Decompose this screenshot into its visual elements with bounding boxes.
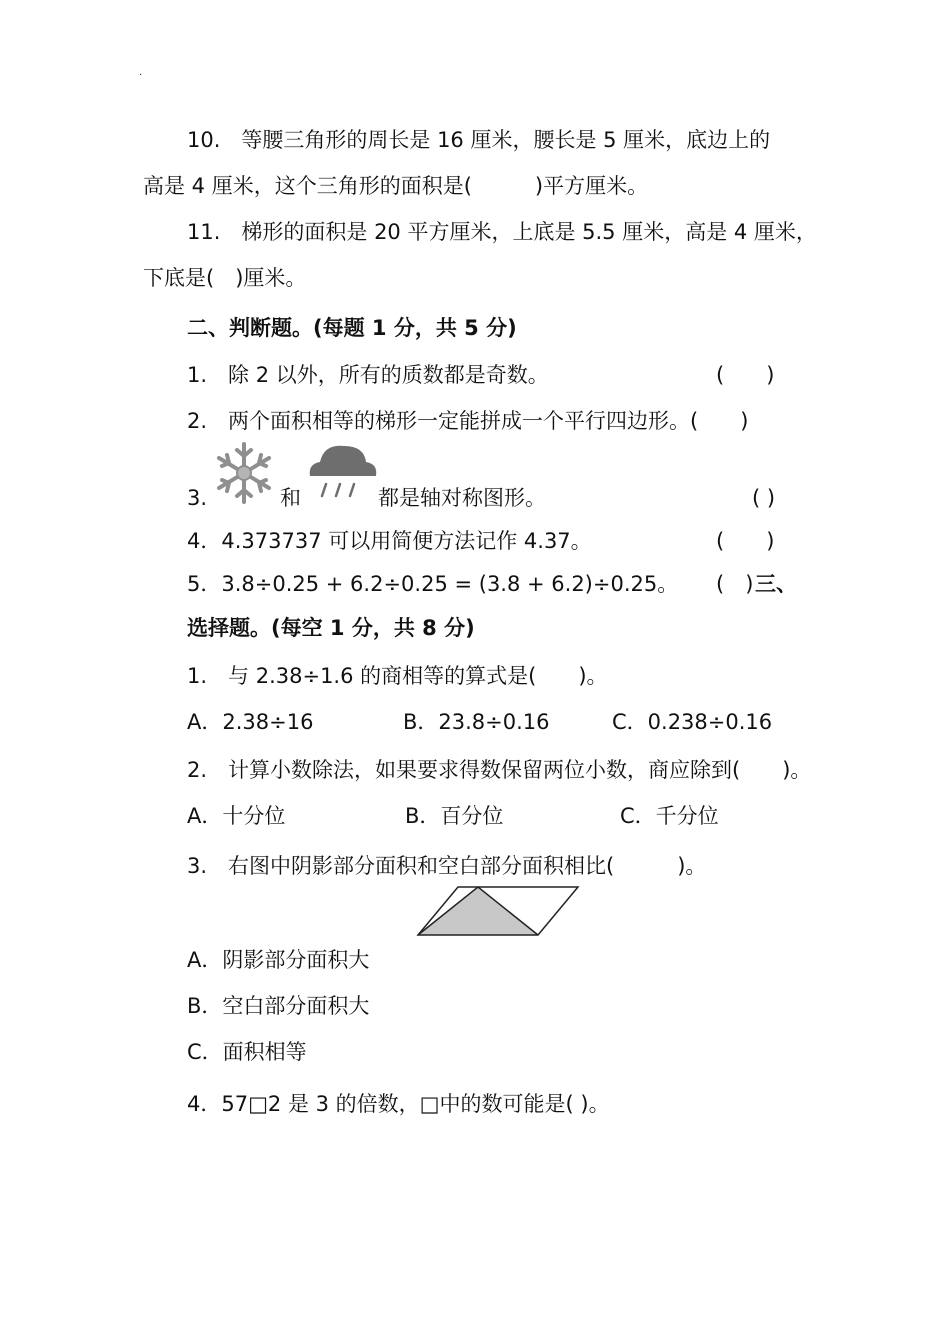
rain-cloud-icon [304, 442, 380, 506]
question-10-line-2: 高是 4 厘米，这个三角形的面积是( )平方厘米。 [143, 174, 649, 198]
choice-question-1: 1. 与 2.38÷1.6 的商相等的算式是( )。 [187, 664, 608, 688]
stray-dot: . [139, 67, 143, 78]
judge-question-3-number: 3. [187, 486, 208, 510]
choice-2-option-a: A．十分位 [187, 804, 286, 828]
judge-question-5: 5．3.8÷0.25 + 6.2÷0.25 = (3.8 + 6.2)÷0.25。 [187, 572, 679, 596]
question-10-line-1: 10. 等腰三角形的周长是 16 厘米，腰长是 5 厘米，底边上的 [187, 128, 771, 152]
choice-3-option-b: B．空白部分面积大 [187, 994, 370, 1018]
judge-question-4: 4．4.373737 可以用简便方法记作 4.37。 [187, 529, 592, 553]
judge-question-2: 2. 两个面积相等的梯形一定能拼成一个平行四边形。( ) [187, 409, 749, 433]
snowflake-icon [208, 440, 280, 506]
choice-question-4: 4．57□2 是 3 的倍数，□中的数可能是( )。 [187, 1092, 610, 1116]
choice-1-option-c: C．0.238÷0.16 [612, 710, 773, 734]
parallelogram-figure [414, 883, 582, 939]
judge-answer-5: ( ) [716, 572, 754, 596]
choice-1-option-a: A．2.38÷16 [187, 710, 314, 734]
judge-question-3-and: 和 [280, 486, 301, 510]
question-11-line-1: 11. 梯形的面积是 20 平方厘米，上底是 5.5 厘米，高是 4 厘米， [187, 220, 817, 244]
question-11-line-2: 下底是( )厘米。 [143, 266, 307, 290]
choice-3-option-a: A．阴影部分面积大 [187, 948, 370, 972]
choice-1-option-b: B．23.8÷0.16 [403, 710, 550, 734]
section-2-heading: 二、判断题。(每题 1 分，共 5 分) [187, 316, 517, 340]
judge-question-1: 1. 除 2 以外，所有的质数都是奇数。 [187, 363, 549, 387]
choice-question-2: 2. 计算小数除法，如果要求得数保留两位小数，商应除到( )。 [187, 758, 812, 782]
choice-question-3: 3. 右图中阴影部分面积和空白部分面积相比( )。 [187, 854, 707, 878]
judge-answer-3: ( ) [752, 486, 776, 510]
choice-2-option-c: C．千分位 [620, 804, 719, 828]
section-3-number: 三、 [755, 572, 797, 596]
choice-3-option-c: C．面积相等 [187, 1040, 307, 1064]
judge-answer-4: ( ) [716, 529, 775, 553]
judge-answer-1: ( ) [716, 363, 775, 387]
choice-2-option-b: B．百分位 [405, 804, 504, 828]
judge-question-3-text: 都是轴对称图形。 [378, 486, 546, 510]
section-3-heading: 选择题。(每空 1 分，共 8 分) [187, 616, 475, 640]
